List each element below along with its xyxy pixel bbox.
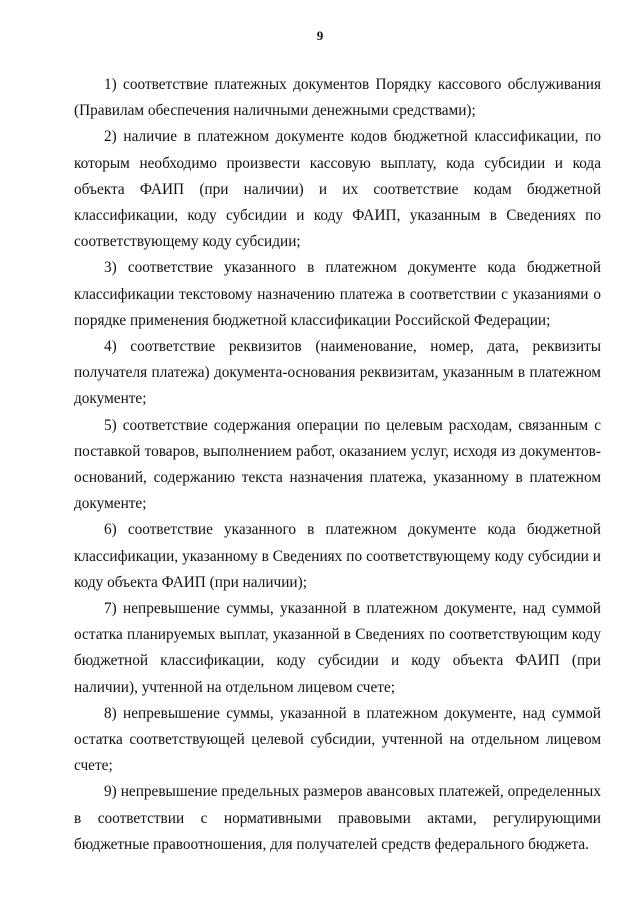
page-number: 9 [316,28,324,43]
list-item-3: 3) соответствие указанного в платежном документе кода бюджетной классификации текстовому назначению платежа в соответствии с указаниями о порядке применения бюджетной классификации Российской Федерации; [74,259,601,329]
list-item-1: 1) соответствие платежных документов Порядку кассового обслуживания (Правилам обеспечения наличными денежными средствами); [74,76,601,120]
list-item-7: 7) непревышение суммы, указанной в платежном документе, над суммой остатка планируемых выплат, указанной в Сведениях по соответствующим коду бюджетной классификации, коду субсидии и коду объекта ФАИП (при наличии), учтенной на отдельном лицевом счете; [74,600,601,696]
list-item-8: 8) непревышение суммы, указанной в платежном документе, над суммой остатка соответствующей целевой субсидии, учтенной на отдельном лицевом счете; [74,704,601,775]
list-item-6: 6) соответствие указанного в платежном документе кода бюджетной классификации, указанному в Сведениях по соответствующему коду субсидии и коду объекта ФАИП (при наличии); [74,521,601,591]
list-item-2: 2) наличие в платежном документе кодов бюджетной классификации, по которым необходимо произвести кассовую выплату, кода субсидии и кода объекта ФАИП (при наличии) и их соответствие кодам бюджетной классификации, коду субсидии и коду ФАИП, указанным в Сведениях по соответствующему коду субсидии; [74,128,601,251]
document-body [74,72,601,858]
list-item-5: 5) соответствие содержания операции по целевым расходам, связанным с поставкой товаров, выполнением работ, оказанием услуг, исходя из документов-оснований, содержанию текста назначения платежа, указанному в платежном документе; [74,416,601,513]
list-item-4: 4) соответствие реквизитов (наименование, номер, дата, реквизиты получателя платежа) документа-основания реквизитам, указанным в платежном документе; [74,338,601,408]
list-item-9: 9) непревышение предельных размеров авансовых платежей, определенных в соответствии с нормативными правовыми актами, регулирующими бюджетные правоотношения, для получателей средств федерального бюджета. [74,783,601,853]
